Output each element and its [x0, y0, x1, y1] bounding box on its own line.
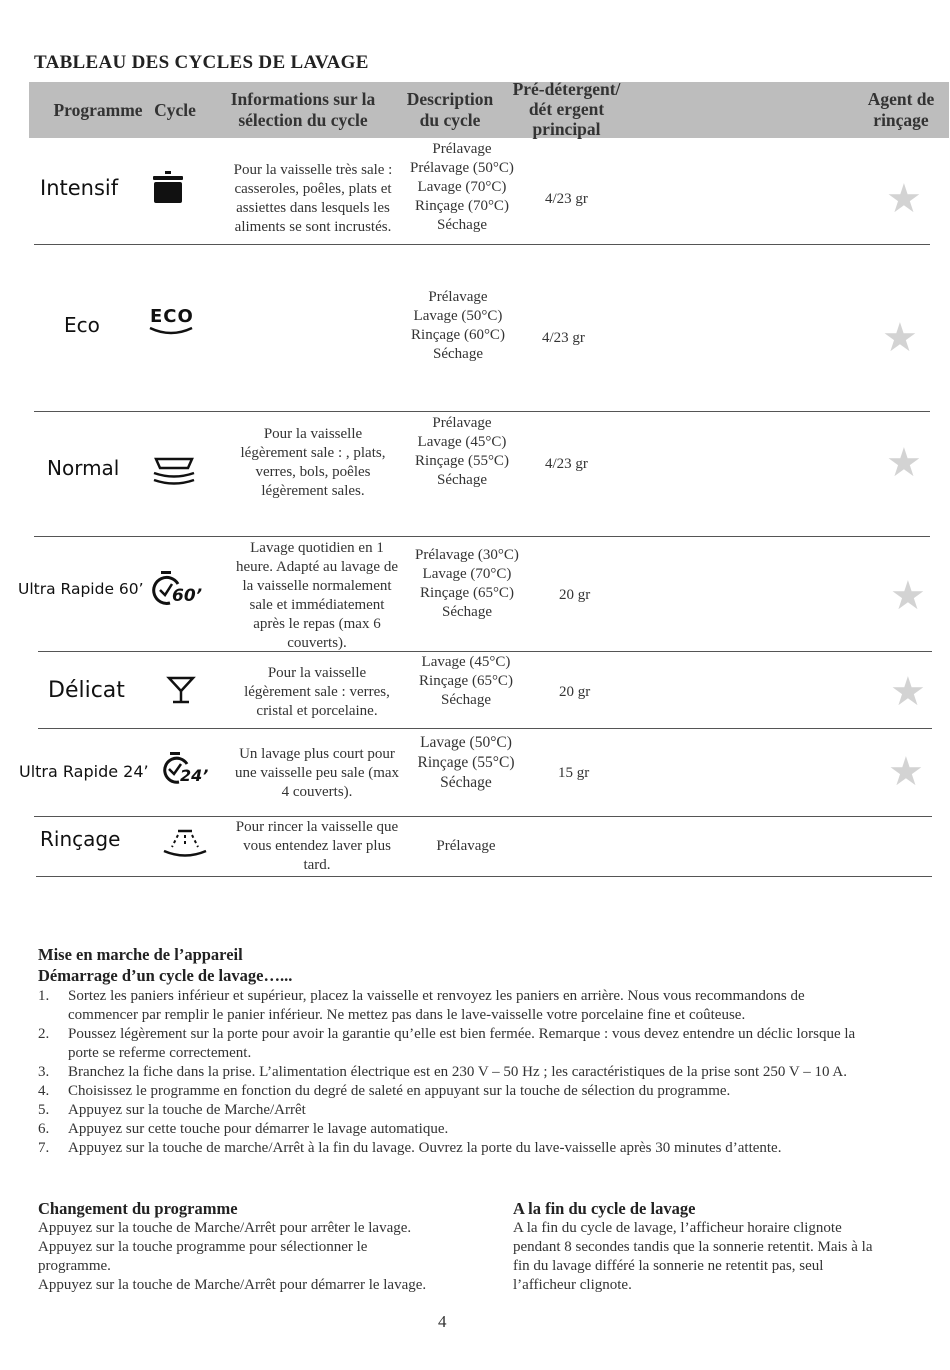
detergent-amount: 4/23 gr [545, 191, 588, 207]
header-cycle: Cycle [154, 100, 196, 120]
step-number: 4. [38, 1083, 50, 1099]
info-line: Pour rincer la vaisselle que [235, 819, 399, 835]
page-number: 4 [438, 1312, 447, 1331]
info-line: verres, bols, poêles [255, 464, 371, 480]
end-text: A la fin du cycle de lavage, l’afficheur horaire clignote pendant 8 secondes tandis que la sonnerie retentit. Mais à la fin du lavage différé la sonnerie ne retentit pas, seul l’afficheur clignote. [513, 1220, 873, 1293]
step-text: Appuyez sur la touche de Marche/Arrêt [68, 1102, 306, 1118]
step-text: Appuyez sur la touche de marche/Arrêt à la fin du lavage. Ouvrez la porte du lave-vaisselle après 30 minutes d’attente. [68, 1140, 782, 1156]
desc-line: Rinçage (55°C) [415, 453, 509, 469]
info-line: vous entendez laver plus [243, 838, 391, 854]
cycle-info [222, 745, 412, 802]
cycle-info [222, 161, 404, 237]
header-desc-line: du cycle [419, 110, 481, 130]
info-line: 4 couverts). [281, 784, 353, 800]
info-line: Pour la vaisselle [267, 665, 367, 681]
glass-icon [166, 675, 196, 710]
cycle-description [404, 653, 528, 710]
row-divider [34, 536, 930, 537]
desc-line: Séchage [433, 346, 483, 362]
detergent-amount: 15 gr [558, 765, 590, 781]
header-info-line: sélection du cycle [238, 110, 368, 130]
step-text: Sortez les paniers inférieur et supérieur, placez la vaisselle et renvoyez les paniers en arrière. Nous vous recommandons de commencer par remplir le panier inférieur. Ne mettez pas dans le lave-vaisselle votre porcelaine fine et coûteuse. [68, 988, 805, 1023]
rinse-agent-star-icon: ★ [886, 440, 922, 485]
step-number: 3. [38, 1064, 50, 1080]
cycle-description [404, 733, 528, 793]
desc-line: Rinçage (55°C) [417, 754, 515, 771]
programme-name: Rinçage [40, 827, 121, 851]
start-subheading: Démarrage d’un cycle de lavage…... [38, 966, 293, 985]
plates-icon [152, 456, 196, 493]
info-line: heure. Adapté au lavage de [235, 559, 398, 575]
timer-24-text: 24’ [180, 766, 209, 785]
step-text: Branchez la fiche dans la prise. L’alimentation électrique est en 230 V – 50 Hz ; les caractéristiques de la prise sont 250 V – 10 A. [68, 1064, 847, 1080]
change-line: Appuyez sur la touche de Marche/Arrêt pour démarrer le lavage. [38, 1277, 427, 1293]
desc-line: Rinçage (65°C) [419, 673, 513, 689]
eco-icon-text: ECO [150, 306, 194, 327]
desc-line: Prélavage [432, 415, 492, 431]
desc-line: Prélavage (50°C) [410, 160, 514, 176]
info-line: casseroles, poêles, plats et [234, 181, 392, 197]
header-desc-line: Description [406, 89, 494, 109]
list-item [38, 987, 868, 1025]
cycle-info [222, 539, 412, 653]
header-det-line: dét ergent [528, 99, 605, 119]
start-steps-list [38, 987, 868, 1158]
detergent-amount: 4/23 gr [545, 456, 588, 472]
list-item [38, 1063, 868, 1082]
header-info-line: Informations sur la [230, 89, 376, 109]
desc-line: Prélavage (30°C) [415, 547, 519, 563]
timer-60-text: 60’ [172, 586, 203, 606]
desc-line: Rinçage (65°C) [420, 585, 514, 601]
row-divider [34, 816, 932, 817]
info-line: cristal et porcelaine. [256, 703, 378, 719]
header-agent-line: Agent de [867, 89, 935, 109]
row-divider [34, 244, 930, 245]
change-line: Appuyez sur la touche de Marche/Arrêt pour arrêter le lavage. [38, 1220, 412, 1236]
header-rinse-agent [851, 89, 950, 131]
programme-name: Ultra Rapide 24’ [19, 762, 149, 781]
info-line: assiettes dans lesquels les [236, 200, 390, 216]
list-item [38, 1139, 868, 1158]
step-text: Poussez légèrement sur la porte pour avoir la garantie qu’elle est bien fermée. Remarque : vous devez entendre un déclic lorsque la porte se referme correctement. [68, 1026, 856, 1061]
step-text: Appuyez sur cette touche pour démarrer le lavage automatique. [68, 1121, 449, 1137]
header-description [395, 89, 505, 131]
end-heading: A la fin du cycle de lavage [513, 1199, 696, 1218]
programme-name: Intensif [40, 176, 119, 200]
info-line: la vaisselle normalement [242, 578, 392, 594]
info-line: après le repas (max 6 [253, 616, 381, 632]
info-line: Lavage quotidien en 1 [250, 540, 384, 556]
step-number: 5. [38, 1102, 50, 1118]
programme-name: Normal [47, 456, 120, 480]
cycle-info [226, 664, 408, 721]
cycle-info [222, 818, 412, 875]
desc-line: Lavage (45°C) [421, 654, 511, 670]
cycle-description [400, 414, 524, 490]
desc-line: Rinçage (70°C) [415, 198, 509, 214]
timer-24-icon [160, 751, 216, 787]
cycle-description [404, 546, 530, 622]
row-divider [38, 728, 932, 729]
row-divider [38, 651, 932, 652]
desc-line: Séchage [440, 774, 492, 791]
list-item [38, 1025, 868, 1063]
info-line: couverts). [287, 635, 347, 651]
info-line: Pour la vaisselle très sale : [233, 162, 393, 178]
info-line: légèrement sale : , plats, [240, 445, 386, 461]
rinse-agent-star-icon: ★ [882, 315, 918, 360]
change-section [38, 1199, 478, 1295]
desc-line: Lavage (70°C) [417, 179, 507, 195]
info-line: Un lavage plus court pour [239, 746, 395, 762]
page-title: TABLEAU DES CYCLES DE LAVAGE [34, 52, 369, 73]
desc-line: Séchage [442, 604, 492, 620]
desc-line: Lavage (45°C) [417, 434, 507, 450]
start-heading: Mise en marche de l’appareil [38, 945, 243, 964]
table-header [29, 79, 949, 139]
desc-line: Prélavage [432, 141, 492, 157]
info-line: une vaisselle peu sale (max [234, 765, 400, 781]
info-line: sale et immédiatement [249, 597, 385, 613]
row-divider [36, 876, 932, 877]
desc-line: Rinçage (60°C) [411, 327, 505, 343]
rinse-agent-star-icon: ★ [890, 669, 926, 714]
detergent-amount: 4/23 gr [542, 330, 585, 346]
programme-name: Délicat [48, 678, 125, 703]
header-det-line: Pré-détergent/ [512, 79, 621, 99]
step-number: 2. [38, 1026, 50, 1042]
step-text: Choisissez le programme en fonction du degré de saleté en appuyant sur la touche de sélection du programme. [68, 1083, 731, 1099]
list-item [38, 1101, 868, 1120]
header-programme: Programme [53, 100, 143, 120]
header-detergent [499, 79, 634, 139]
step-number: 1. [38, 988, 50, 1004]
desc-line: Prélavage [428, 289, 488, 305]
desc-line: Prélavage [436, 838, 496, 854]
cycle-description [396, 288, 520, 364]
desc-line: Lavage (70°C) [422, 566, 512, 582]
timer-60-icon [150, 570, 208, 608]
end-section [513, 1199, 885, 1295]
row-divider [34, 411, 930, 412]
info-line: légèrement sales. [261, 483, 365, 499]
eco-icon [148, 306, 194, 336]
desc-line: Lavage (50°C) [413, 308, 503, 324]
header-det-line: principal [532, 119, 601, 139]
cycle-description [400, 140, 524, 235]
info-line: légèrement sale : verres, [244, 684, 390, 700]
rinse-agent-star-icon: ★ [888, 749, 924, 794]
info-line: tard. [303, 857, 331, 873]
change-heading: Changement du programme [38, 1199, 238, 1218]
programme-name: Eco [64, 313, 100, 337]
step-number: 6. [38, 1121, 50, 1137]
cycle-description [404, 837, 528, 856]
rinse-agent-star-icon: ★ [890, 573, 926, 618]
list-item [38, 1120, 868, 1139]
desc-line: Séchage [437, 472, 487, 488]
header-info [216, 89, 390, 131]
pot-icon [151, 171, 185, 210]
detergent-amount: 20 gr [559, 587, 591, 603]
cycle-info [222, 425, 404, 501]
info-line: Pour la vaisselle [263, 426, 363, 442]
desc-line: Séchage [437, 217, 487, 233]
start-section [38, 945, 868, 1158]
desc-line: Lavage (50°C) [420, 734, 512, 751]
desc-line: Séchage [441, 692, 491, 708]
info-line: aliments se sont incrustés. [234, 219, 392, 235]
step-number: 7. [38, 1140, 50, 1156]
rinse-agent-star-icon: ★ [886, 176, 922, 221]
rinse-icon [162, 827, 208, 864]
list-item [38, 1082, 868, 1101]
programme-name: Ultra Rapide 60’ [18, 580, 144, 598]
detergent-amount: 20 gr [559, 684, 591, 700]
header-agent-line: rinçage [873, 110, 929, 130]
change-line: Appuyez sur la touche programme pour sélectionner le programme. [38, 1239, 368, 1274]
